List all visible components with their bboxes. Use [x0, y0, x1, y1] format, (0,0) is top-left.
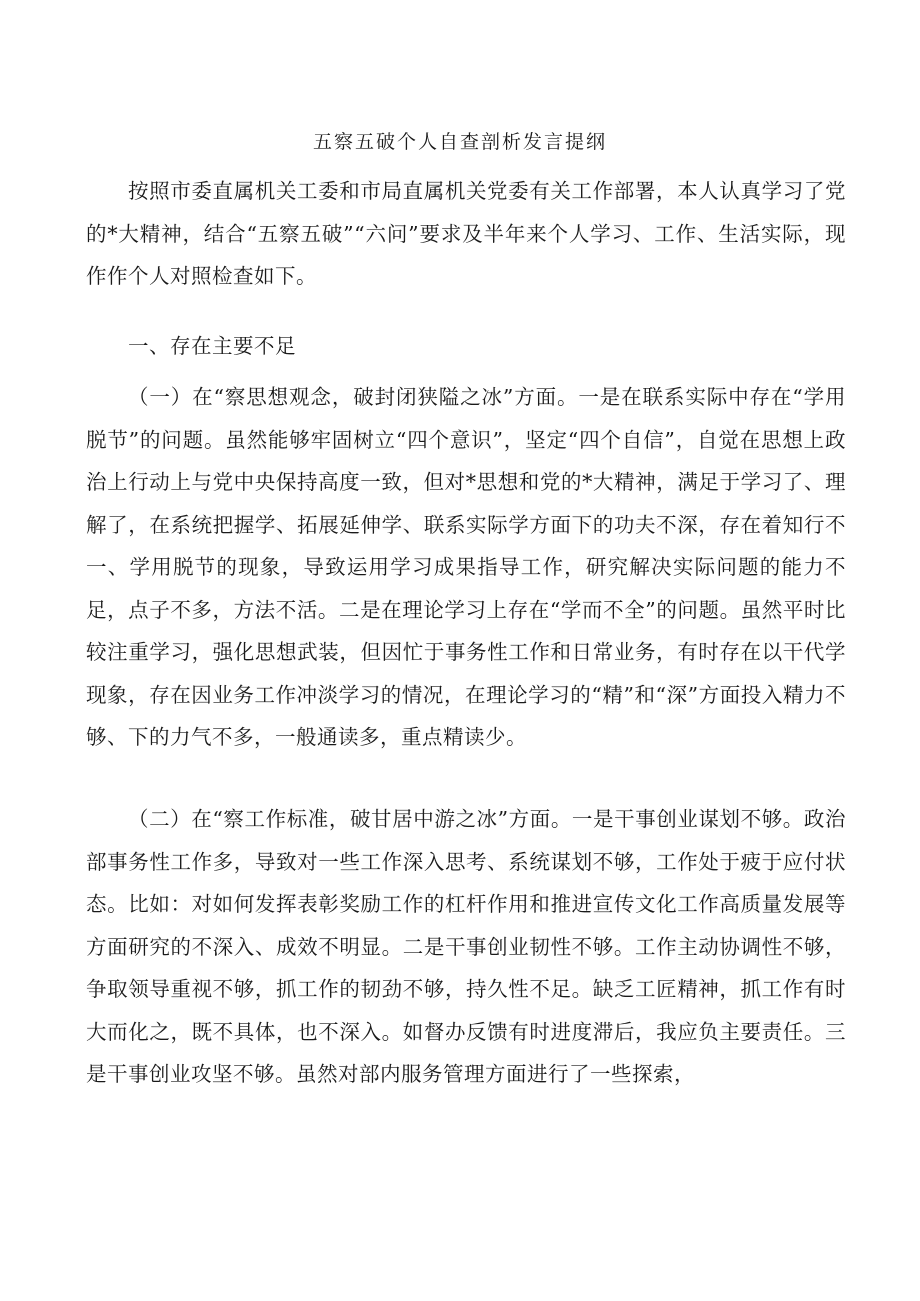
body-paragraph-one: （一）在“察思想观念，破封闭狭隘之冰”方面。一是在联系实际中存在“学用脱节”的问题。虽然能够牢固树立“四个意识”，坚定“四个自信”，自觉在思想上政治上行动上与党中央保持高度一致，但对*思想和党的*大精神，满足于学习了、理解了，在系统把握学、拓展延伸学、联系实际学方面下的功夫不深，存在着知行不一、学用脱节的现象，导致运用学习成果指导工作，研究解决实际问题的能力不足，点子不多，方法不活。二是在理论学习上存在“学而不全”的问题。虽然平时比较注重学习，强化思想武装，但因忙于事务性工作和日常业务，有时存在以干代学现象，存在因业务工作冲淡学习的情况，在理论学习的“精”和“深”方面投入精力不够、下的力气不多，一般通读多，重点精读少。	[86, 385, 846, 749]
document-title: 五察五破个人自查剖析发言提纲	[312, 131, 607, 153]
body-paragraph-two: （二）在“察工作标准，破甘居中游之冰”方面。一是干事创业谋划不够。政治部事务性工作多，导致对一些工作深入思考、系统谋划不够，工作处于疲于应付状态。比如：对如何发挥表彰奖励工作的杠杆作用和推进宣传文化工作高质量发展等方面研究的不深入、成效不明显。二是干事创业韧性不够。工作主动协调性不够，争取领导重视不够，抓工作的韧劲不够，持久性不足。缺乏工匠精神，抓工作有时大而化之，既不具体，也不深入。如督办反馈有时进度滞后，我应负主要责任。三是干事创业攻坚不够。虽然对部内服务管理方面进行了一些探索，	[86, 807, 846, 1086]
intro-paragraph: 按照市委直属机关工委和市局直属机关党委有关工作部署，本人认真学习了党的*大精神，结合“五察五破”“六问”要求及半年来个人学习、工作、生活实际，现作作个人对照检查如下。	[86, 179, 846, 288]
section-heading: 一、存在主要不足	[128, 334, 296, 358]
